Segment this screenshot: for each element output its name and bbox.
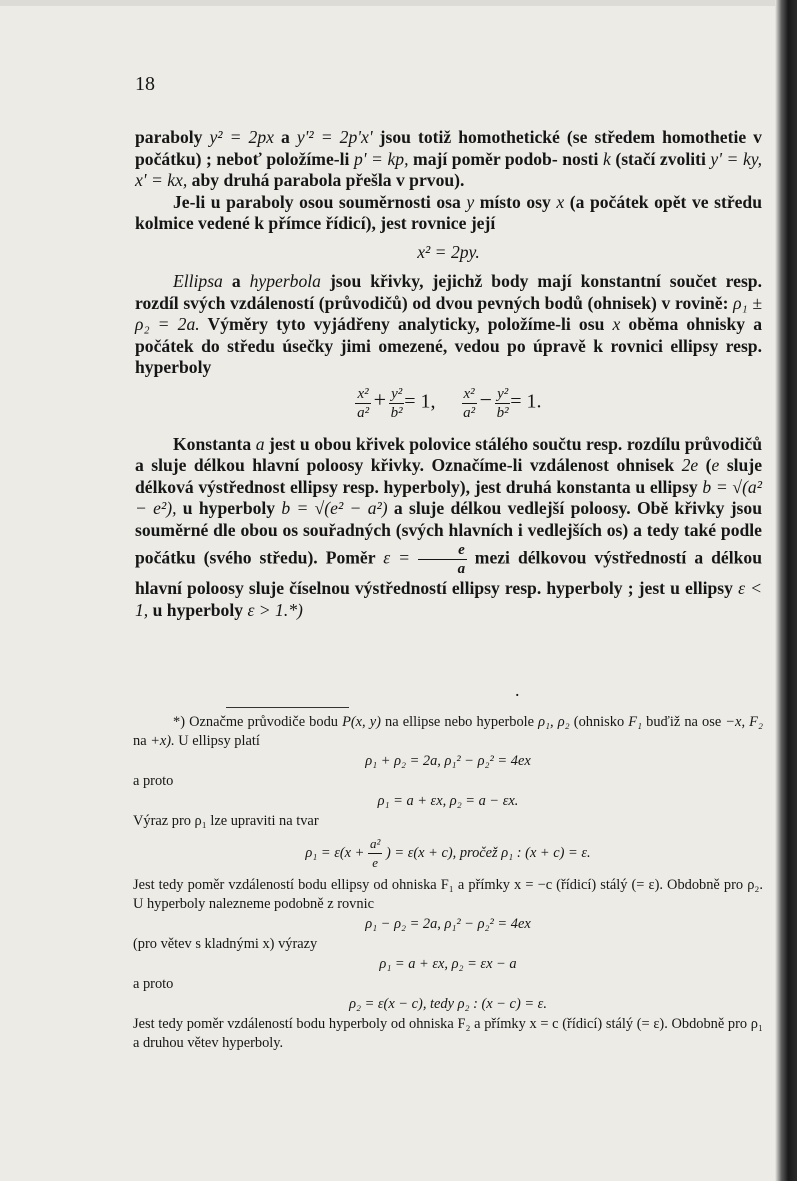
text: jest u obou křivek polovice stálého součtu resp. rozdílu průvodičů a sluje délkou hlavní poloosy křivky. Označíme-li vzdálenost ohnisek xyxy=(135,433,763,475)
text: Konstanta xyxy=(173,433,256,454)
hyperbola-equation xyxy=(462,385,542,422)
text: Výměry tyto vyjádřeny analyticky, položíme-li osu xyxy=(199,314,613,334)
formula: e xyxy=(711,455,720,475)
numerator: y² xyxy=(497,385,509,402)
denominator: a² xyxy=(463,404,476,421)
equation-parabola xyxy=(135,242,762,264)
formula: ε < 1, xyxy=(135,578,762,620)
text: na ellipse nebo hyperbole xyxy=(380,714,539,730)
text: oběma ohnisky a počátek do středu úsečky jimi omezené, vedou po úpravě k rovnici ellipsy resp. hyperboly xyxy=(135,314,762,377)
formula: ρ₁ ± ρ₂ = 2a. xyxy=(135,292,762,334)
numerator: x² xyxy=(463,385,475,402)
text: ( xyxy=(698,455,712,475)
numerator: a² xyxy=(368,835,382,854)
text: Je-li u paraboly osou souměrnosti osa xyxy=(173,191,467,212)
footnote-equation-d xyxy=(133,915,763,934)
text: a xyxy=(273,127,297,147)
text: a sluje délkou vedlejší poloosy. Obě křivky jsou souměrné dle obou os souřadných (svých hlavních i vedlejších os) a tedy také podle počátku (svého středu). Poměr xyxy=(135,498,762,568)
text: místo osy xyxy=(474,191,557,212)
term-ellipsa: Ellipsa xyxy=(173,271,223,291)
formula: F₂ xyxy=(749,714,763,730)
ellipse-equation xyxy=(355,385,435,422)
numerator: y² xyxy=(391,385,403,402)
formula: y² = 2px xyxy=(209,127,274,147)
fraction xyxy=(389,385,404,422)
footnote-equation-b xyxy=(133,792,763,811)
text: jsou totiž homothetické (se středem xyxy=(372,127,656,147)
text: jsou křivky, jejichž body mají konstantní součet resp. rozdíl svých vzdáleností (průvodičů) od dvou pevných bodů (ohnisek) v rovině: xyxy=(135,271,762,313)
formula: +x). xyxy=(150,733,175,749)
text: (a počátek opět ve středu kolmice vedené k přímce řídicí), jest rovnice její xyxy=(135,191,763,233)
denominator: b² xyxy=(496,404,509,421)
scan-top-edge xyxy=(0,0,797,6)
text: buďiž na ose xyxy=(642,714,726,730)
footnote-intro xyxy=(133,713,763,751)
formula: ρ₁ − ρ₂ = 2a, ρ₁² − ρ₂² = 4ex xyxy=(365,916,531,932)
denominator: a² xyxy=(357,404,370,421)
numerator: x² xyxy=(357,385,369,402)
text: aby druhá parabola přešla v prvou). xyxy=(187,170,465,190)
formula: ε = xyxy=(383,547,411,568)
formula: ρ₁ = ε(x + xyxy=(305,844,365,861)
formula: p' = kp, xyxy=(353,148,409,169)
formula: ) = ε(x + c), pročež ρ₁ : (x + c) = ε. xyxy=(386,844,591,861)
formula: a xyxy=(255,433,265,454)
footnote-equation-e xyxy=(133,955,763,974)
fraction xyxy=(495,385,510,422)
formula: x² = 2py. xyxy=(417,241,480,262)
text: u hyperboly xyxy=(176,498,282,518)
footnote-text: Jest tedy poměr vzdáleností bodu hyperboly od ohniska F₂ a přímky x = c (řídicí) stálý (= ε). Obdobně pro ρ₁ a druhou větev hyperboly. xyxy=(133,1016,763,1051)
footnote-label: a proto xyxy=(133,773,174,789)
formula: b = √(e² − a²) xyxy=(281,498,388,518)
formula: k xyxy=(602,148,611,169)
formula: b = √(a² − e²), xyxy=(135,476,762,518)
formula: F₁ xyxy=(628,714,643,730)
footnote-equation-a xyxy=(133,752,763,771)
footnote-text: (pro větev s kladnými x) výrazy xyxy=(133,936,318,952)
fraction xyxy=(355,385,370,422)
fraction xyxy=(462,385,477,422)
operator: + xyxy=(373,387,387,413)
formula: −x, xyxy=(725,714,746,730)
text: U ellipsy platí xyxy=(174,733,260,749)
main-text xyxy=(135,127,762,621)
footnote-text: Jest tedy poměr vzdáleností bodu ellipsy od ohniska F₁ a přímky x = −c (řídicí) stálý (= ε). Obdobně pro ρ₂. U hyperboly nalezneme podobně z rovnic xyxy=(133,877,763,912)
text: (stačí zvoliti xyxy=(610,148,711,169)
text: u hyperboly xyxy=(148,599,248,620)
operator: − xyxy=(479,387,493,413)
footnote-rule xyxy=(226,707,349,708)
text: *) Označme průvodiče bodu xyxy=(173,714,343,730)
rhs: = 1. xyxy=(510,390,542,413)
text: mají poměr podob- xyxy=(408,148,558,169)
text: sluje délková výstřednost ellipsy resp. hyperboly), jest druhá konstanta u ellipsy xyxy=(135,455,763,497)
denominator: e xyxy=(372,855,379,870)
text: homothetie v počátku) ; neboť položíme-li xyxy=(135,127,762,169)
formula: ρ₁ = a + εx, ρ₂ = a − εx. xyxy=(377,793,519,809)
scan-binding-shadow xyxy=(775,0,797,1181)
denominator: b² xyxy=(390,404,403,421)
formula: ε > 1.*) xyxy=(247,599,303,620)
formula: ρ₁, ρ₂ xyxy=(538,714,570,730)
footnote-label: a proto xyxy=(133,976,174,992)
text: a xyxy=(222,271,250,291)
footnote xyxy=(133,713,763,1053)
formula: x xyxy=(556,191,565,212)
formula: 2e xyxy=(681,455,699,475)
denominator: a xyxy=(457,561,466,577)
paragraph-ellipse-hyperbola xyxy=(135,271,762,379)
numerator: e xyxy=(418,541,467,560)
formula: ρ₁ + ρ₂ = 2a, ρ₁² − ρ₂² = 4ex xyxy=(365,753,531,769)
text: mezi délkovou výstředností a délkou hlavní poloosy sluje číselnou výstředností ellipsy resp. hyperboly ; jest u ellipsy xyxy=(135,547,762,598)
formula: ρ₁ = a + εx, ρ₂ = εx − a xyxy=(379,956,517,972)
formula: y xyxy=(466,191,475,212)
footnote-equation-f xyxy=(133,995,763,1014)
formula: y' = ky, x' = kx, xyxy=(135,148,763,190)
equation-ellipse-hyperbola xyxy=(135,385,762,422)
footnote-text: Výraz pro ρ₁ lze upraviti na tvar xyxy=(133,813,319,829)
paragraph-semi-axes xyxy=(135,434,762,622)
text: (ohnisko xyxy=(569,714,629,730)
rhs: = 1, xyxy=(404,390,436,413)
formula: x xyxy=(612,314,621,334)
stray-dot: . xyxy=(515,680,520,700)
fraction-e-over-a xyxy=(418,541,467,578)
text: paraboly xyxy=(135,127,210,147)
text: nosti xyxy=(562,148,603,169)
page-number: 18 xyxy=(135,73,155,95)
text: na xyxy=(133,733,151,749)
formula: y'² = 2p'x' xyxy=(296,127,373,147)
formula: ρ₂ = ε(x − c), tedy ρ₂ : (x − c) = ε. xyxy=(349,996,547,1012)
formula: P(x, y) xyxy=(342,714,381,730)
fraction xyxy=(368,835,382,872)
footnote-equation-c xyxy=(133,835,763,872)
paragraph-parabola-y-axis xyxy=(135,192,762,235)
term-hyperbola: hyperbola xyxy=(249,271,321,291)
paragraph-parabola-homothetic xyxy=(135,127,762,192)
